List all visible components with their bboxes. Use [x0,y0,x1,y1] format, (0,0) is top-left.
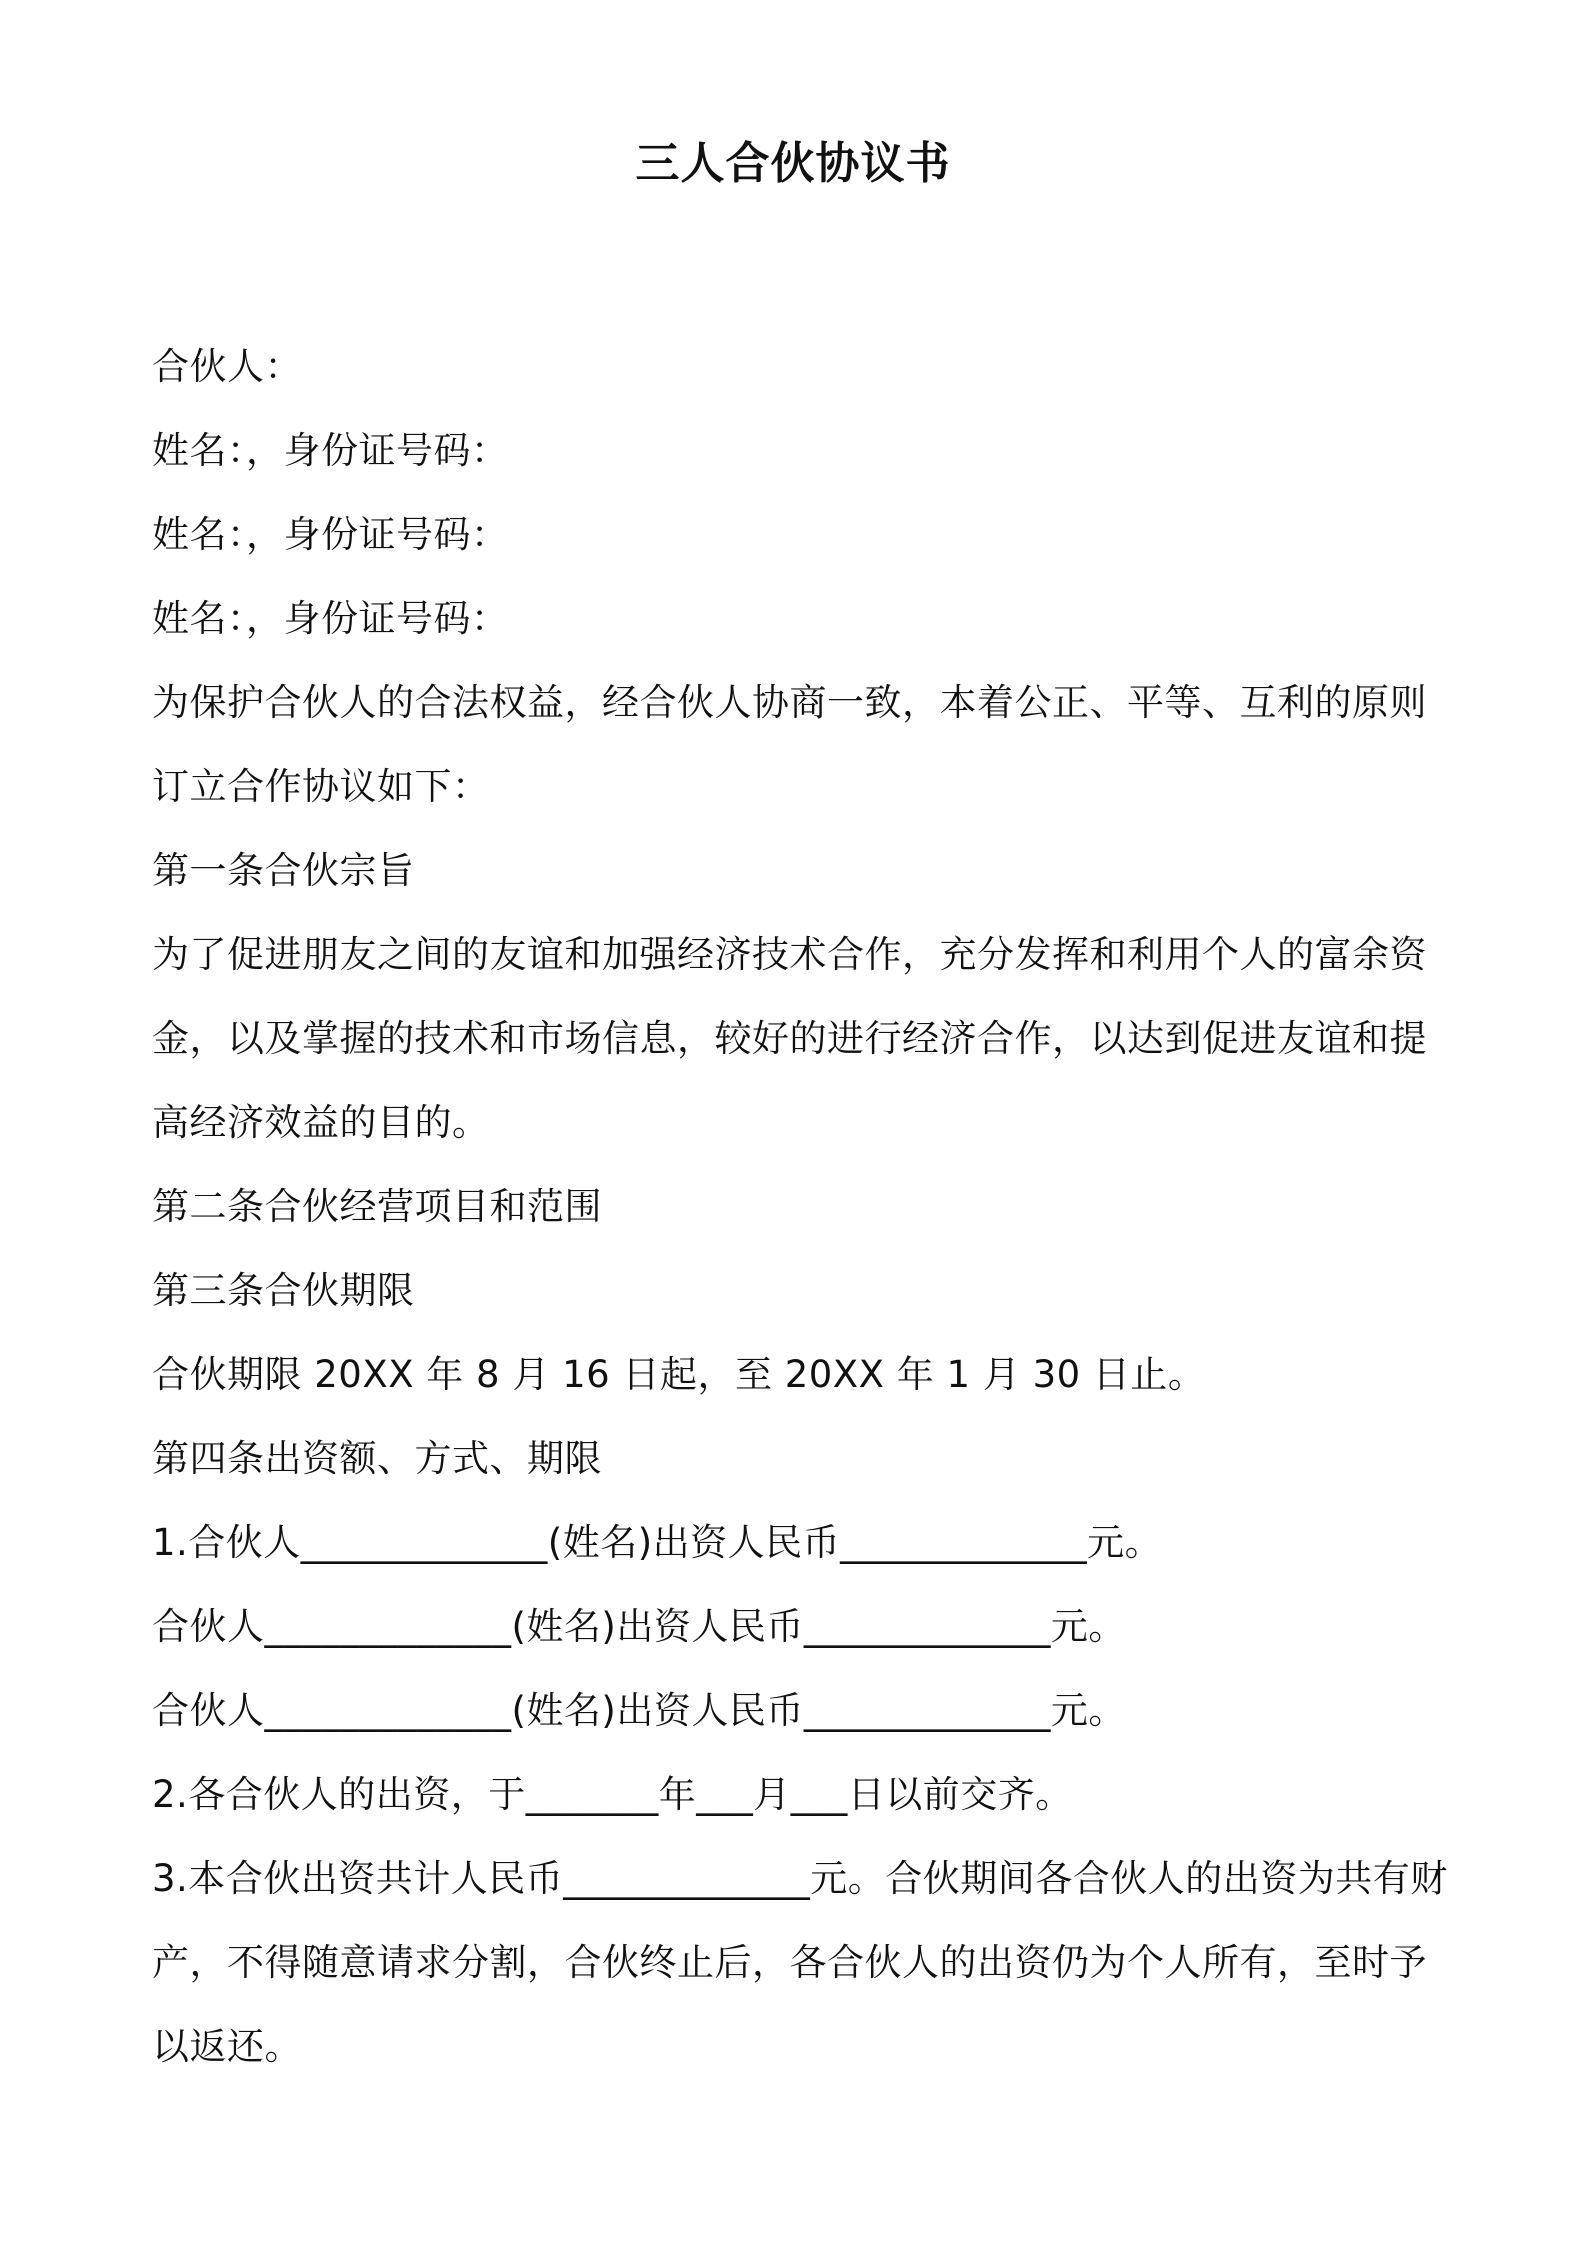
section-heading: 第二条合伙经营项目和范围 [152,1185,602,1228]
paragraph-line: 3.本合伙出资共计人民币_____________元。合伙期间各合伙人的出资为共有财 [152,1857,1448,1900]
paragraph-line: 为保护合伙人的合法权益，经合伙人协商一致，本着公正、平等、互利的原则 [152,681,1427,724]
paragraph-line: 合伙人_____________(姓名)出资人民币_____________元。 [152,1605,1126,1648]
paragraph-line: 合伙期限 20XX 年 8 月 16 日起，至 20XX 年 1 月 30 日止。 [152,1353,1206,1396]
paragraph-line: 1.合伙人_____________(姓名)出资人民币_____________元。 [152,1521,1163,1564]
paragraph-line: 合伙人： [152,345,302,388]
paragraph-line: 以返还。 [152,2025,302,2068]
paragraph-line: 高经济效益的目的。 [152,1101,490,1144]
paragraph-line: 产，不得随意请求分割，合伙终止后，各合伙人的出资仍为个人所有，至时予 [152,1941,1427,1984]
section-heading: 第一条合伙宗旨 [152,849,415,892]
paragraph-line: 姓名：，身份证号码： [152,429,509,472]
paragraph-line: 姓名：，身份证号码： [152,597,509,640]
document-title: 三人合伙协议书 [635,138,951,189]
paragraph-line: 金，以及掌握的技术和市场信息，较好的进行经济合作，以达到促进友谊和提 [152,1017,1427,1060]
paragraph-line: 合伙人_____________(姓名)出资人民币_____________元。 [152,1689,1126,1732]
paragraph-line: 2.各合伙人的出资，于_______年___月___日以前交齐。 [152,1773,1073,1816]
paragraph-line: 姓名：，身份证号码： [152,513,509,556]
paragraph-line: 为了促进朋友之间的友谊和加强经济技术合作，充分发挥和利用个人的富余资 [152,933,1427,976]
section-heading: 第三条合伙期限 [152,1269,415,1312]
section-heading: 第四条出资额、方式、期限 [152,1437,602,1480]
document-body [152,325,1452,2089]
paragraph-line: 订立合作协议如下： [152,765,490,808]
